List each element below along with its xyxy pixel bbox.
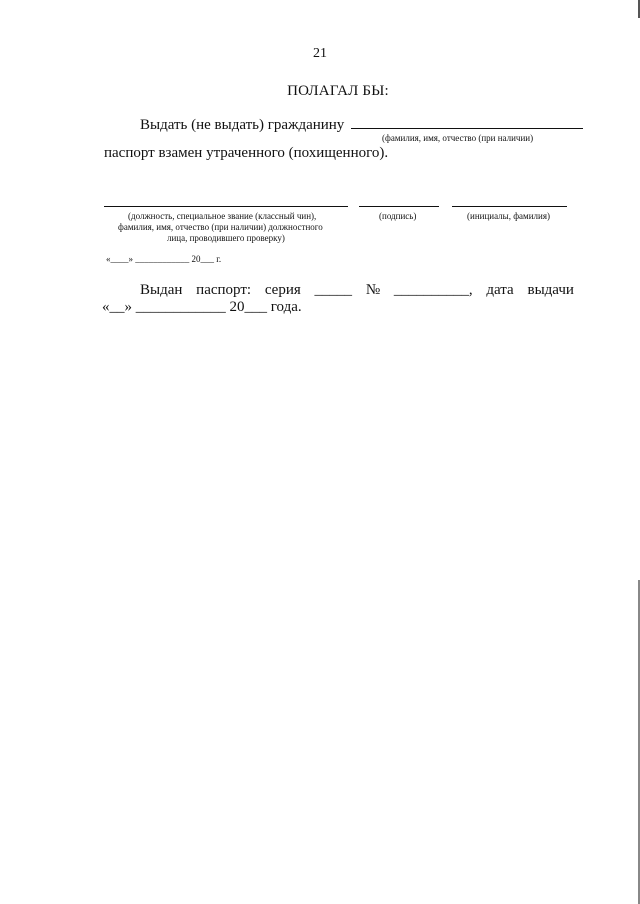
citizen-name-caption: (фамилия, имя, отчество (при наличии) [382,133,534,143]
series-label: серия [264,282,301,298]
issue-decision-line [140,116,583,134]
verification-date-line: «____» ____________ 20___ г. [106,254,222,264]
passport-label: паспорт: [196,282,252,298]
page-number: 21 [313,46,327,61]
issue-decision-text: Выдать (не выдать) гражданину [140,117,345,133]
signature-caption: (подпись) [379,211,417,221]
position-caption-line2: фамилия, имя, отчество (при наличии) должностного [118,222,323,232]
date-word: дата [486,282,514,298]
signature-blank[interactable] [359,206,439,207]
position-blank[interactable] [104,206,348,207]
passport-issued-line [140,282,574,299]
initials-blank[interactable] [452,206,567,207]
number-sign: № [365,282,381,298]
issue-date-line[interactable]: «__» ____________ 20___ года. [102,299,302,315]
position-caption-line1: (должность, специальное звание (классный чин), [128,211,317,221]
initials-caption: (инициалы, фамилия) [467,211,550,221]
issued-label: Выдан [140,282,183,298]
number-blank[interactable]: __________, [393,282,473,298]
issue-word: выдачи [527,282,574,298]
series-blank[interactable]: _____ [314,282,353,298]
position-caption-line3: лица, проводившего проверку) [167,233,285,243]
document-heading: ПОЛАГАЛ БЫ: [287,83,389,99]
citizen-name-blank[interactable] [351,116,583,129]
passport-replacement-text: паспорт взамен утраченного (похищенного). [104,145,389,161]
